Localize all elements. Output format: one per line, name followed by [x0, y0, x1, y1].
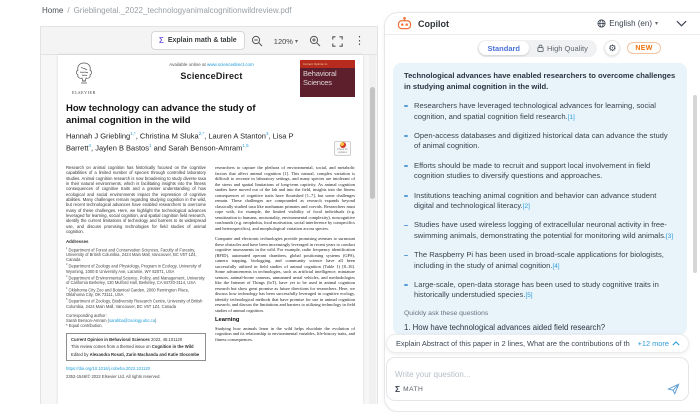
- sciencedirect-url-link[interactable]: www.sciencedirect.com: [206, 62, 254, 67]
- globe-icon: [597, 19, 606, 28]
- fullscreen-icon[interactable]: [332, 36, 343, 47]
- pdf-toolbar: [41, 27, 377, 55]
- journal-cover-stripe: Current Opinion in: [300, 60, 355, 68]
- summary-bullet: [404, 250, 676, 272]
- sciencedirect-wordmark: ScienceDirect: [180, 71, 243, 81]
- summary-bullet: [404, 161, 676, 183]
- copilot-header-right: [597, 19, 687, 28]
- bullet-marker: [404, 165, 408, 167]
- bullet-text: Studies have used wireless logging of extracellular neuronal activity in free-swimming animals, demonstrating the potential for monitoring wild animals.: [414, 220, 667, 240]
- question-input[interactable]: [395, 370, 680, 379]
- summary-lead: Technological advances have enabled researchers to overcome challenges in studying animal cognition in the wild.: [404, 71, 676, 91]
- language-dropdown[interactable]: English (en) ▾: [609, 19, 658, 28]
- pdf-scrollbar[interactable]: [369, 55, 376, 404]
- zoom-in-icon[interactable]: [309, 35, 321, 47]
- summary-bullet: [404, 101, 676, 123]
- author-affiliation: 1,*: [130, 131, 136, 136]
- paper-paragraph: Studying how animals learn in the wild helps elucidate the evolution of cognition and its relationship to environmental variables, life-history traits, and fitness consequences.: [215, 325, 355, 342]
- paper-authors: Hannah J Griebling$^{1,*}$, Christina M Sluka$^{2,*}$, Lauren A Stanton$^3$, Lisa P Barrett$^4$, Jaylen B Bastos$^1$ and Sarah Benson-Amram$^{1,5}$: [66, 131, 294, 153]
- address-entry: $^1$ Department of Forest and Conservation Sciences, Faculty of Forestry, University of British Columbia, 2424 Main Mall, Vancouver, BC V6T 1Z4, Canada: [66, 246, 197, 263]
- tab-standard[interactable]: Standard: [479, 41, 530, 55]
- pdf-page: [58, 55, 363, 404]
- zoom-level-dropdown[interactable]: 120% ▾: [273, 36, 298, 46]
- copilot-robot-icon: [397, 17, 412, 30]
- journal-cover-title: Behavioral Sciences: [303, 69, 337, 87]
- zoom-out-icon[interactable]: [251, 35, 263, 47]
- pdf-viewer: [40, 26, 378, 404]
- author-affiliation: 1,5: [242, 143, 249, 148]
- explain-math-table-label: Explain math & table: [167, 37, 237, 44]
- settings-button[interactable]: [604, 40, 620, 56]
- paper-body-columns: [66, 165, 355, 404]
- author: Jaylen B Bastos: [95, 143, 149, 153]
- copilot-mode-tabs: [477, 39, 661, 57]
- check-for-updates-badge[interactable]: Check for updates: [334, 141, 351, 156]
- suggestion-text[interactable]: Explain Abstract of this paper in 2 lines, What are the contributions of th: [396, 339, 630, 348]
- pdf-scrollbar-thumb[interactable]: [370, 87, 375, 199]
- quick-questions-label: Quickly ask these questions: [404, 309, 489, 317]
- corresponding-author: Corresponding author: Sarah Benson-Amram (sarahba@zoology.ubc.ca) * Equal contribution.: [66, 312, 157, 328]
- bullet-text: Institutions teaching animal cognition and behavior can advance student digital and technological literacy.: [414, 190, 657, 211]
- send-button[interactable]: [667, 383, 680, 395]
- pdf-canvas[interactable]: [41, 55, 377, 404]
- explain-math-table-button[interactable]: [151, 31, 245, 50]
- doi-link[interactable]: https://doi.org/10.1016/j.cobeha.2022.101120: [66, 366, 150, 372]
- copilot-scrollbar-thumb[interactable]: [693, 95, 697, 273]
- author: Sarah Benson-Amram: [168, 143, 243, 153]
- copyright-line: 2352-1546/© 2022 Elsevier Ltd. All rights reserved.: [66, 374, 161, 380]
- quick-question-1[interactable]: 1. How have technological advances aided field research?: [404, 322, 606, 332]
- available-online-text: Available online at www.sciencedirect.com: [169, 62, 254, 67]
- addresses-heading: Addresses: [66, 239, 89, 245]
- paper-header: [64, 60, 357, 100]
- bullet-marker: [404, 284, 408, 286]
- sigma-icon: Σ: [159, 36, 164, 45]
- bullet-text: Large-scale, open-data storage has been used to study cognitive traits in historically understudied species.: [414, 280, 659, 300]
- suggestion-bar[interactable]: [386, 334, 689, 353]
- citation-link[interactable]: [5]: [525, 292, 533, 300]
- corresponding-email-link[interactable]: sarahba@zoology.ubc.ca: [109, 317, 155, 323]
- bullet-marker: [404, 195, 408, 197]
- mode-segmented-control: [477, 40, 597, 57]
- bullet-text: Efforts should be made to recruit and support local involvement in field cognition studies to diversify questions and approaches.: [414, 160, 651, 181]
- breadcrumb-separator: /: [67, 6, 70, 15]
- bullet-text: Open-access databases and digitized historical data can advance the study of animal cognition.: [414, 131, 668, 151]
- author-affiliation: 2,*: [198, 131, 205, 136]
- suggestions-more-button[interactable]: +12 more: [638, 339, 680, 348]
- paper-abstract: Research on animal cognition has historically focused on the cognitive capabilities of a limited number of species through controlled laboratory studies. Animal cognition research is now broadening to study diverse taxa in their natural environments, which is facilitating insights into the fitness consequences of cognitive traits and a greater understanding of how ecological and social environments impact the expression of cognitive abilities. Many challenges remain regarding studying cognition in the wild, but recent technological advances have enabled researchers to overcome many of these challenges. Here, we highlight the technological advances leveraged for learning, social cognition, and spatial cognition field research, identify the current limitations of technology and barriers to its widespread use, and discuss promising technologies for field studies of animal cognition.: [66, 165, 206, 235]
- paper-right-column: [215, 165, 355, 404]
- themed-issue-box: Current Opinion in Behavioral Sciences 2022, 45:101120 This review comes from a themed issue on Cognition in the Wild Edited by Alexandra Rosati, Zarin Machanda and Katie Slocombe: [66, 333, 206, 361]
- summary-bullet: [404, 131, 676, 153]
- author: Lauren A Stanton: [208, 131, 266, 141]
- input-toolbar: [395, 383, 680, 395]
- chevron-up-icon: [672, 341, 680, 346]
- address-entry: $^2$ Department of Zoology and Physiology, Program in Ecology, University of Wyoming, 1000 E University Ave, Laramie, WY 82071, USA: [66, 263, 202, 274]
- sigma-icon: Σ: [395, 384, 401, 394]
- author: Lisa P Barrett: [66, 131, 294, 153]
- math-button[interactable]: Σ MATH: [395, 384, 424, 394]
- bullet-text: Researchers have leveraged technological advances for learning, social cognition, and spatial cognition field research.: [414, 101, 656, 121]
- more-options-icon[interactable]: ⋮: [354, 34, 365, 47]
- elsevier-tree-icon: [73, 61, 95, 85]
- caret-down-icon: ▾: [654, 21, 658, 27]
- author-affiliation: 4: [88, 143, 92, 148]
- citation-link[interactable]: [4]: [552, 262, 560, 270]
- paper-paragraph: Computer and electronic technologies provide promising avenues to surmount these obstacles and have been increasingly leveraged in recent years to conduct cognitive assessments in the wild. For example, radio frequency identification (RFID), automated operant chambers, global positioning systems (GPS), camera trapping, biologging, and community science have all been successfully utilized in field studies of animal cognition (Table 1) [8–16]. Some advancements in technologies, such as artificial intelligence, miniature sensors, animal-borne cameras, unmanned aerial vehicles, and methodologies like the Internet of Things (IoT), have yet to be used in animal cognition research but show great promise as future directions for researchers. Here, we discuss how technology has been successfully leveraged in cognitive ecology, identify technological methods that have promise for use in animal cognition research, and discuss the limitations and barriers to utilizing technology in field studies of animal cognition.: [215, 236, 355, 313]
- elsevier-logo: [66, 61, 102, 95]
- send-icon: [667, 383, 680, 395]
- address-entry: $^4$ Oklahoma City Zoo and Botanical Garden, 2000 Remington Place, Oklahoma City, OK 73111, USA: [66, 286, 190, 297]
- author: Christina M Sluka: [139, 131, 199, 141]
- citation-link[interactable]: [3]: [665, 232, 674, 240]
- citation-link[interactable]: [1]: [567, 113, 575, 121]
- copilot-summary: [393, 63, 687, 335]
- paper-title: How technology can advance the study of animal cognition in the wild: [66, 103, 256, 126]
- question-input-card: [386, 357, 689, 401]
- paper-paragraph: researchers to capture the plethora of environmental, social, and metabolic factors that affect animal cognition [1]. This natural, complex variation is difficult to recreate in laboratory settings, and many species are intolerant of the stress and spatial limitations of long-term captivity. As animal cognition studies have moved out of the lab and into the field, insights into the fitness consequences of cognitive traits have flourished [1–7], but some challenges remain. These challenges are compounded as research expands beyond classically studied taxa like nonhuman primates and corvids. Researchers must cope with, for example, the limited visibility of focal individuals (e.g. sensitization to humans, nocturnality, environmental complexity), noncognitive confounds (e.g. neophobia, food motivation, social interference by conspecifics and heterospecifics), and morphological variation across species.: [215, 165, 355, 231]
- paper-left-column: [66, 165, 206, 404]
- lock-icon: [537, 44, 544, 52]
- summary-bullet: [404, 220, 676, 242]
- address-entry: $^5$ Department of Zoology, Biodiversity Research Centre, University of British Columbia, 2424 Main Mall, Vancouver, BC V6T 1Z4, Canada: [66, 298, 203, 309]
- bullet-marker: [404, 255, 408, 257]
- caret-down-icon: ▾: [294, 38, 298, 45]
- collapse-panel-icon[interactable]: [676, 20, 687, 27]
- summary-bullet: [404, 191, 676, 213]
- bullet-marker: [404, 135, 408, 137]
- pdf-toolbar-right: [251, 27, 365, 55]
- copilot-header: [385, 13, 700, 35]
- author: Hannah J Griebling: [66, 131, 131, 141]
- learning-section-heading: Learning: [215, 317, 240, 323]
- author-affiliation: 1: [148, 143, 152, 148]
- journal-cover: [300, 60, 355, 97]
- address-entry: $^3$ Department of Environmental Science, Policy, and Management, University of California Berkeley, 130 Mulford Hall, Berkeley, CA 94720-3114, USA: [66, 275, 205, 286]
- bullet-marker: [404, 225, 408, 227]
- breadcrumb-filename: Grieblingetal._2022_technologyanimalcognitionwildreview.pdf: [73, 6, 292, 15]
- breadcrumb: [42, 6, 292, 15]
- citation-link[interactable]: [2]: [522, 203, 530, 211]
- breadcrumb-home-link[interactable]: Home: [42, 6, 64, 15]
- new-badge: NEW: [627, 42, 660, 54]
- bullet-marker: [404, 105, 408, 107]
- author-affiliation: 3: [265, 131, 269, 136]
- tab-high-quality[interactable]: High Quality: [529, 44, 596, 53]
- elsevier-wordmark: ELSEVIER: [72, 90, 96, 95]
- bullet-text: The Raspberry Pi has been used in broad-scale applications for biologists, including in the study of animal cognition.: [414, 250, 664, 270]
- gear-icon: ⚙: [608, 42, 617, 53]
- summary-bullet: [404, 280, 676, 302]
- copilot-title: Copilot: [418, 18, 449, 29]
